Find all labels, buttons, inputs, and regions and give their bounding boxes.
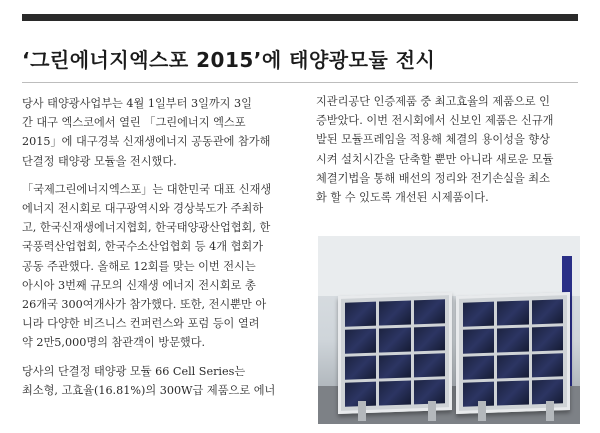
text-line: 니라 다양한 비즈니스 컨퍼런스와 포럼 등이 열려 [22, 317, 260, 331]
panel-stand [428, 401, 436, 421]
paragraph-1 [22, 94, 296, 171]
text-line: 발된 모듈프레임을 적용해 체결의 용이성을 향상 [316, 133, 550, 147]
paragraph-2 [22, 180, 296, 353]
panel-cells [345, 299, 445, 406]
paragraph-4 [316, 92, 582, 207]
panel-stand [546, 401, 554, 421]
text-line: 시켜 설치시간을 단축할 뿐만 아니라 새로운 모듈 [316, 152, 554, 166]
panel-cells [463, 299, 563, 406]
text-line: 에너지 전시회로 대구광역시와 경상북도가 주최하 [22, 202, 264, 216]
paragraph-3 [22, 362, 296, 400]
text-line: 화 할 수 있도록 개선된 시제품이다. [316, 191, 489, 205]
text-line: 2015」에 대구경북 신재생에너지 공동관에 참가해 [22, 135, 271, 149]
headline-divider [22, 82, 578, 83]
right-column [316, 92, 582, 216]
text-line: 증받았다. 이번 전시회에서 신보인 제품은 신규개 [316, 114, 554, 128]
panel-stand [478, 401, 486, 421]
solar-panel-right [456, 292, 570, 414]
text-line: 국풍력산업협회, 한국수소산업협회 등 4개 협회가 [22, 240, 264, 254]
solar-module-photo [318, 236, 580, 424]
solar-panel-left [338, 292, 452, 414]
text-line: 체결기법을 통해 배선의 정리와 전기손실을 최소 [316, 171, 550, 185]
text-line: 고, 한국신재생에너지협회, 한국태양광산업협회, 한 [22, 221, 271, 235]
text-line: 공동 주관했다. 올해로 12회를 맞는 이번 전시는 [22, 259, 256, 273]
text-line: 간 대구 엑스코에서 열린 「그린에너지 엑스포 [22, 116, 246, 130]
text-line: 약 2만5,000명의 참관객이 방문했다. [22, 336, 206, 350]
text-line: 지관리공단 인증제품 중 최고효율의 제품으로 인 [316, 95, 550, 108]
left-column [22, 94, 296, 409]
text-line: 최소형, 고효율(16.81%)의 300W급 제품으로 에너 [22, 383, 276, 397]
headline: ‘그린에너지엑스포 2015’에 태양광모듈 전시 [22, 48, 436, 72]
panel-stand [358, 401, 366, 421]
text-line: 아시아 3번째 규모의 신재생 에너지 전시회로 총 [22, 278, 256, 292]
text-line: 「국제그린에너지엑스포」는 대한민국 대표 신재생 [22, 182, 272, 196]
photo-backdrop [318, 236, 580, 296]
text-line: 단결정 태양광 모듈을 전시했다. [22, 154, 177, 168]
top-rule [22, 14, 578, 21]
text-line: 26개국 300여개사가 참가했다. 또한, 전시뿐만 아 [22, 298, 267, 312]
text-line: 당사의 단결정 태양광 모듈 66 Cell Series는 [22, 364, 246, 378]
text-line: 당사 태양광사업부는 4월 1일부터 3일까지 3일 [22, 97, 252, 110]
